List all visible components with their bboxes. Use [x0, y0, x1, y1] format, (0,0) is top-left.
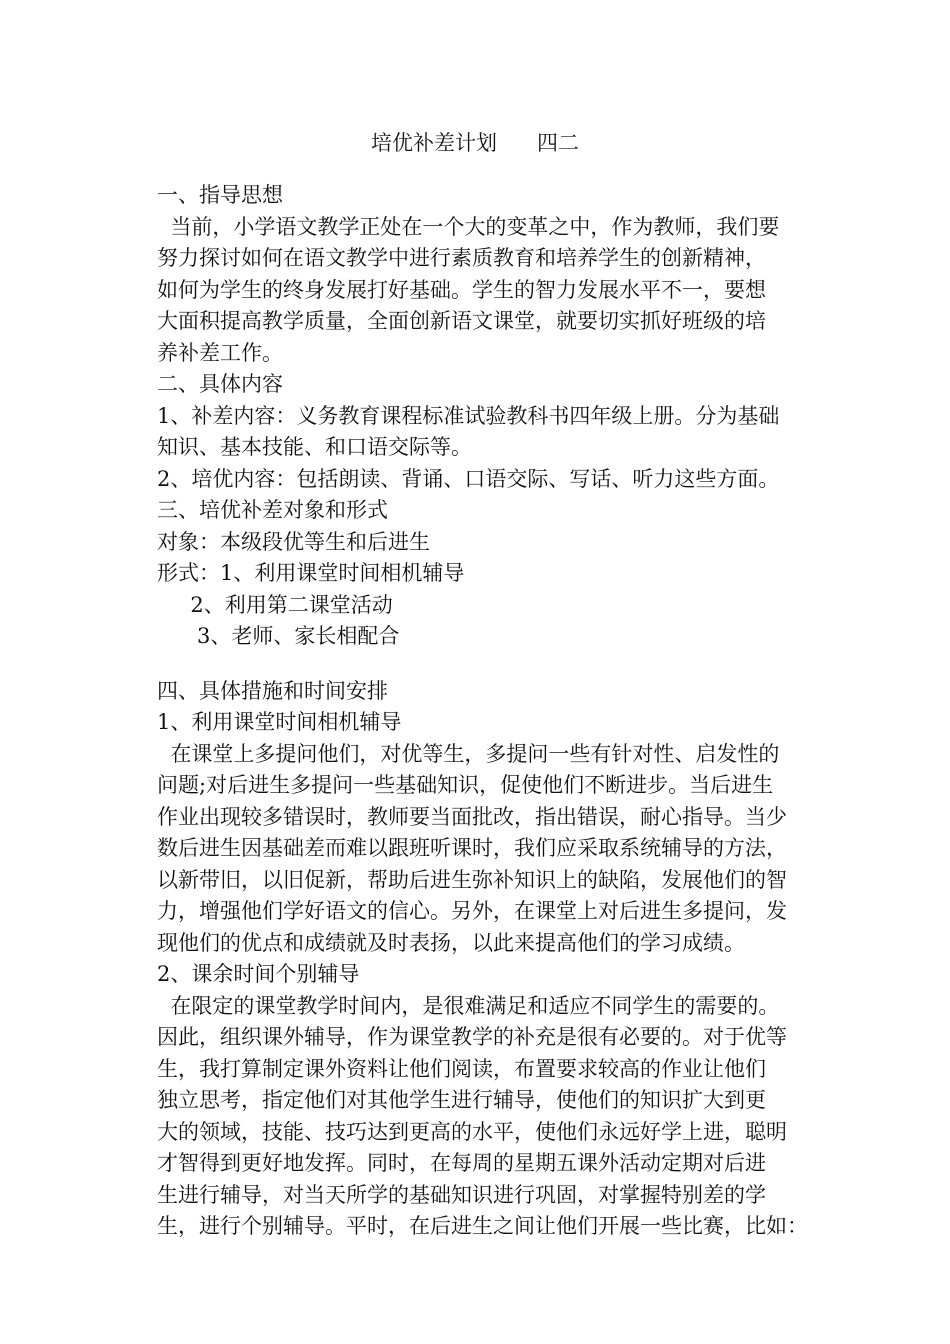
paragraph-line: 养补差工作。 — [157, 340, 283, 365]
blank-line — [157, 653, 817, 676]
paragraph-line: 1、补差内容：义务教育课程标准试验教科书四年级上册。分为基础 — [157, 403, 780, 428]
paragraph-line: 努力探讨如何在语文教学中进行素质教育和培养学生的创新精神， — [157, 246, 766, 270]
section-heading: 一、指导思想 — [157, 183, 283, 207]
section-heading: 四、具体措施和时间安排 — [157, 678, 388, 703]
paragraph-line: 作业出现较多错误时，教师要当面批改，指出错误，耐心指导。当少 — [157, 804, 787, 829]
paragraph-line: 独立思考，指定他们对其他学生进行辅导，使他们的知识扩大到更 — [157, 1088, 766, 1112]
paragraph-line: 才智得到更好地发挥。同时，在每周的星期五课外活动定期对后进 — [157, 1151, 766, 1175]
paragraph-line: 因此，组织课外辅导，作为课堂教学的补充是很有必要的。对于优等 — [157, 1025, 787, 1049]
section-heading: 三、培优补差对象和形式 — [157, 498, 388, 522]
paragraph-line: 问题;对后进生多提问一些基础知识，促使他们不断进步。当后进生 — [157, 773, 774, 797]
paragraph — [157, 739, 817, 960]
paragraph-line: 生，进行个别辅导。平时，在后进生之间让他们开展一些比赛，比如： — [157, 1214, 808, 1238]
paragraph-line: 在限定的课堂教学时间内，是很难满足和适应不同学生的需要的。 — [157, 993, 780, 1018]
paragraph — [157, 991, 817, 1243]
list-item: 2、利用第二课堂活动 — [157, 592, 393, 617]
paragraph — [157, 212, 817, 370]
paragraph-line: 大面积提高教学质量，全面创新语文课堂，就要切实抓好班级的培 — [157, 309, 766, 333]
list-item: 3、老师、家长相配合 — [157, 624, 400, 648]
paragraph-line: 当前，小学语文教学正处在一个大的变革之中，作为教师，我们要 — [157, 214, 780, 239]
paragraph-line: 数后进生因基础差而难以跟班听课时，我们应采取系统辅导的方法， — [157, 836, 787, 860]
document-body — [157, 180, 817, 1243]
paragraph-line: 如何为学生的终身发展打好基础。学生的智力发展水平不一，要想 — [157, 277, 766, 302]
paragraph-line: 生，我打算制定课外资料让他们阅读，布置要求较高的作业让他们 — [157, 1056, 766, 1081]
list-item — [157, 401, 817, 464]
paragraph-line: 力，增强他们学好语文的信心。另外，在课堂上对后进生多提问，发 — [157, 899, 787, 923]
paragraph-line: 大的领域，技能、技巧达到更高的水平，使他们永远好学上进，聪明 — [157, 1119, 787, 1144]
document-title: 培优补差计划 四二 — [370, 131, 580, 155]
paragraph-line: 在课堂上多提问他们，对优等生，多提问一些有针对性、启发性的 — [157, 741, 780, 766]
list-item: 对象：本级段优等生和后进生 — [157, 529, 430, 554]
list-item: 2、培优内容：包括朗读、背诵、口语交际、写话、听力这些方面。 — [157, 466, 780, 491]
paragraph-line: 现他们的优点和成绩就及时表扬，以此来提高他们的学习成绩。 — [157, 930, 745, 955]
subsection-heading: 1、利用课堂时间相机辅导 — [157, 710, 402, 734]
section-heading: 二、具体内容 — [157, 372, 283, 396]
subsection-heading: 2、课余时间个别辅导 — [157, 962, 360, 986]
paragraph-line: 生进行辅导，对当天所学的基础知识进行巩固，对掌握特别差的学 — [157, 1182, 766, 1207]
paragraph-line: 知识、基本技能、和口语交际等。 — [157, 435, 472, 459]
list-item: 形式：1、利用课堂时间相机辅导 — [157, 561, 465, 585]
paragraph-line: 以新带旧，以旧促新，帮助后进生弥补知识上的缺陷，发展他们的智 — [157, 867, 787, 892]
